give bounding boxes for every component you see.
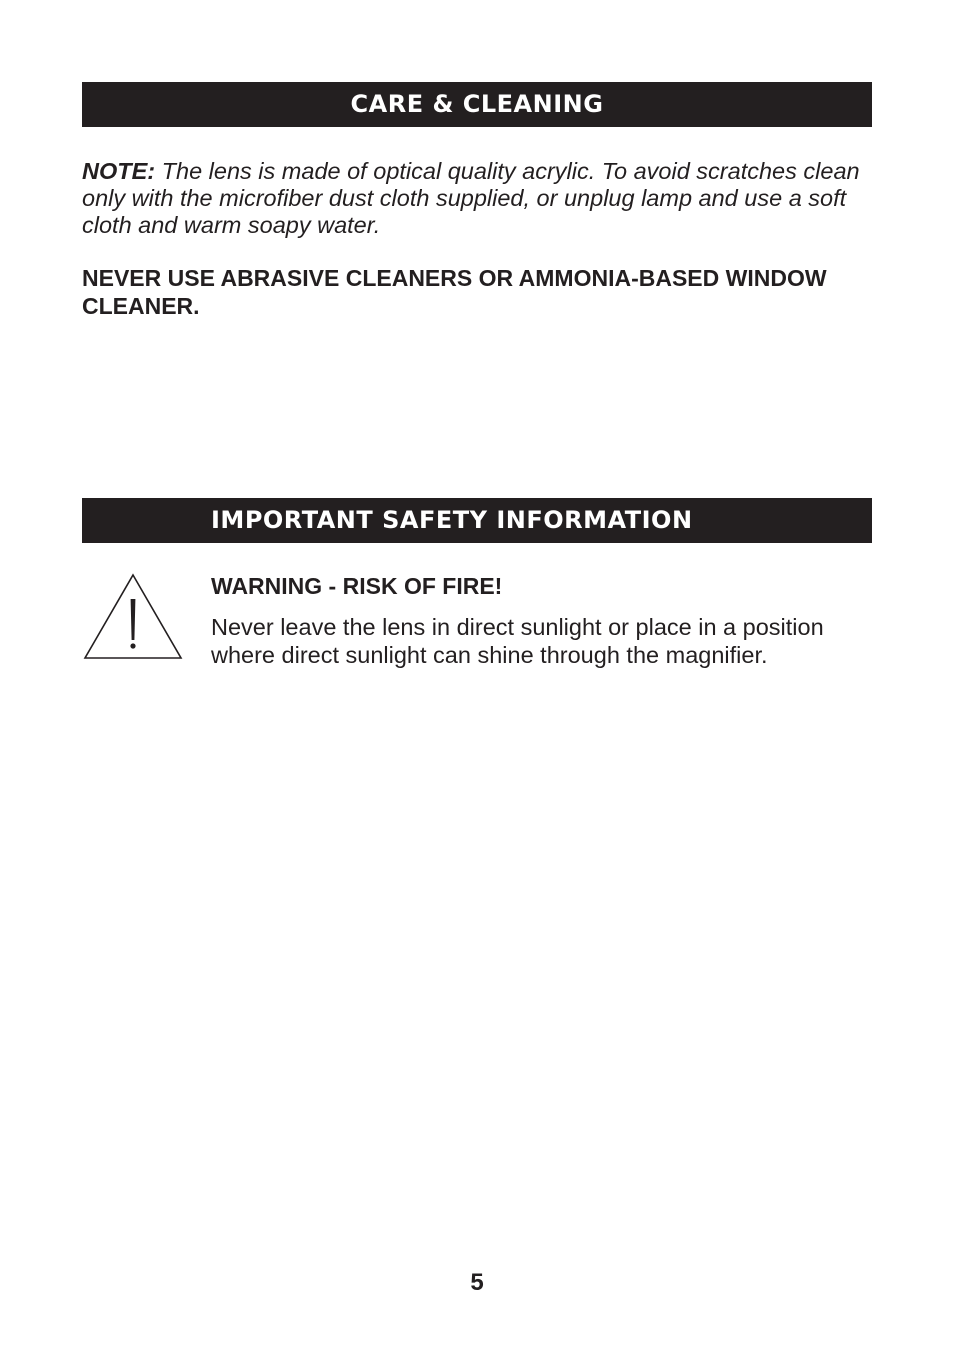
safety-information-heading: IMPORTANT SAFETY INFORMATION xyxy=(82,498,872,543)
warning-triangle-icon xyxy=(82,572,184,662)
fire-warning-title: WARNING - RISK OF FIRE! xyxy=(211,573,503,599)
fire-warning-text: Never leave the lens in direct sunlight or place in a position where direct sunlight can shine through the magnifier. xyxy=(211,614,824,668)
care-note xyxy=(82,158,882,239)
page-number: 5 xyxy=(470,1269,484,1296)
cleaner-warning: NEVER USE ABRASIVE CLEANERS OR AMMONIA-BASED WINDOW CLEANER. xyxy=(82,265,827,319)
care-cleaning-heading: CARE & CLEANING xyxy=(82,82,872,127)
note-text: The lens is made of optical quality acrylic. To avoid scratches clean only with the microfiber dust cloth supplied, or unplug lamp and use a soft cloth and warm soapy water. xyxy=(82,158,860,238)
note-label: NOTE: xyxy=(82,158,156,184)
